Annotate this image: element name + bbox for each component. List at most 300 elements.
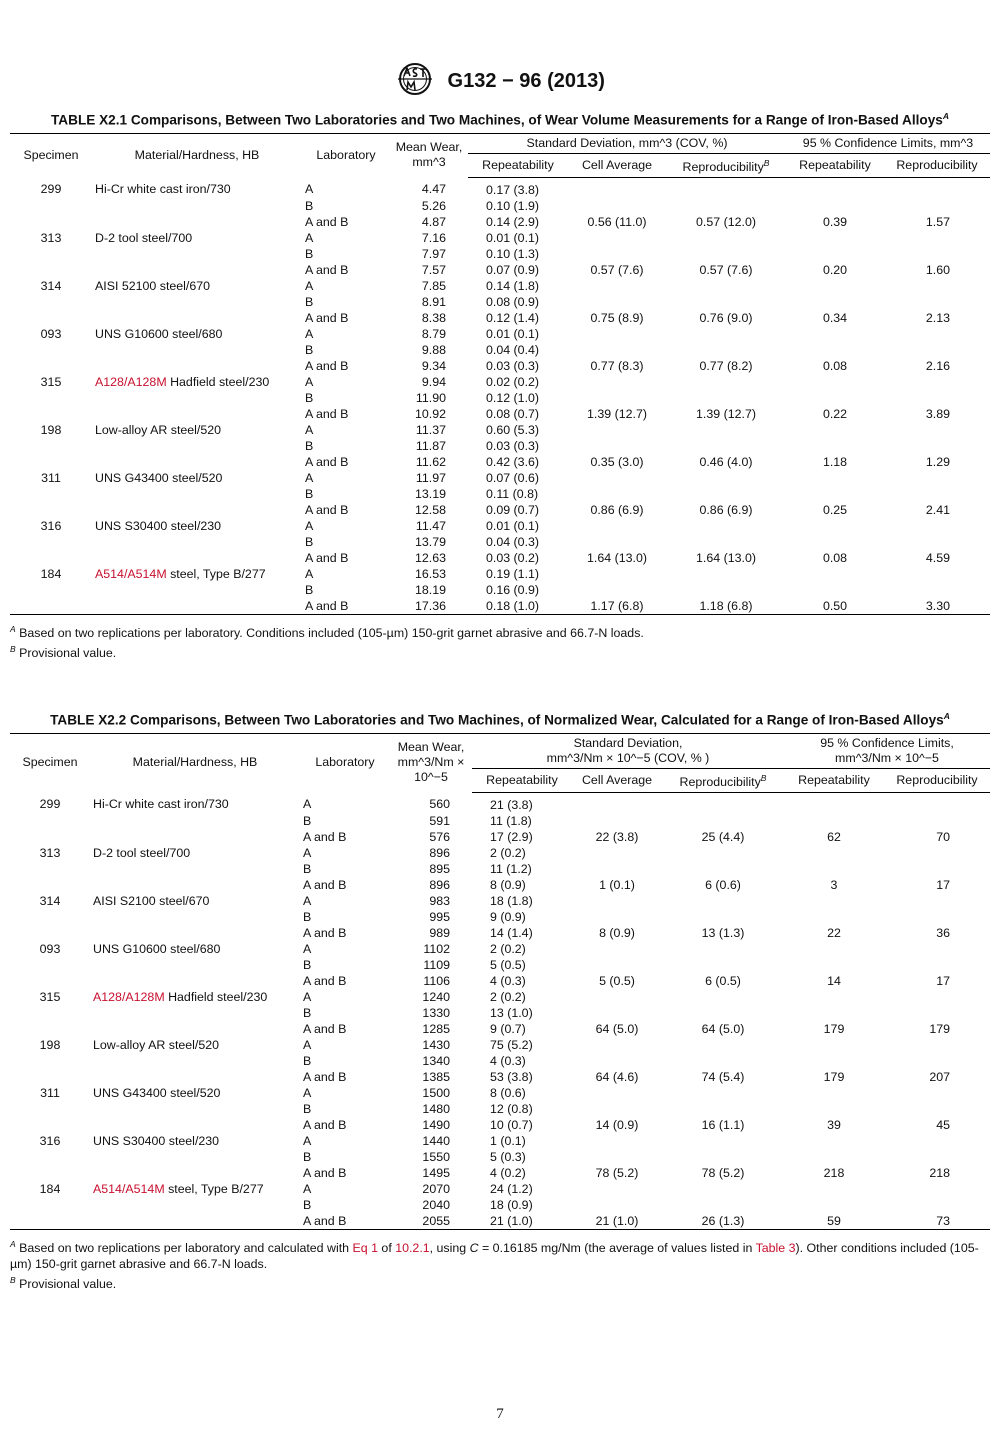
table-row <box>10 1053 990 1069</box>
col-header-cl-reproducibility: Reproducibility <box>884 768 990 792</box>
cl-reproducibility-cell: 17 <box>936 973 950 988</box>
material-suffix: Hadfield steel/230 <box>164 989 268 1004</box>
page-header <box>0 62 1000 101</box>
cell-average-cell <box>572 1101 662 1117</box>
repeatability-cell: 14 (1.4) <box>490 925 533 940</box>
laboratory-cell: B <box>305 582 314 597</box>
repeatability-cell: 0.09 (0.7) <box>486 502 540 517</box>
reproducibility-cell: 64 (5.0) <box>701 1021 745 1036</box>
material-cell: UNS G43400 steel/520 <box>93 1085 221 1100</box>
repeatability-cell: 0.14 (1.8) <box>486 278 540 293</box>
laboratory-cell: A <box>303 845 312 860</box>
specimen-cell <box>10 973 90 989</box>
cl-reproducibility-cell: 1.60 <box>925 262 950 277</box>
laboratory-cell: A and B <box>300 1213 390 1230</box>
cl-reproducibility-cell: 207 <box>929 1069 950 1084</box>
cell-average-cell <box>572 1053 662 1069</box>
mean-wear-cell: 560 <box>429 797 450 812</box>
table-row <box>10 246 990 262</box>
material-cell <box>92 550 302 566</box>
laboratory-cell: A and B <box>303 1069 347 1084</box>
cl-repeatability-cell <box>784 1197 884 1213</box>
cl-reproducibility-cell: 1.57 <box>925 214 950 229</box>
material-cell <box>90 1181 300 1197</box>
mean-wear-cell: 1109 <box>423 957 450 972</box>
specimen-cell: 315 <box>40 374 62 389</box>
cl-reproducibility-cell <box>884 177 990 198</box>
material-cell <box>92 374 302 390</box>
cl-reproducibility-cell <box>884 1005 990 1021</box>
reproducibility-cell <box>662 989 784 1005</box>
cell-average-cell: 0.77 (8.3) <box>590 358 644 373</box>
table-row <box>10 518 990 534</box>
table3-link[interactable]: Table 3 <box>755 1240 796 1255</box>
mean-wear-cell: 7.85 <box>421 278 446 293</box>
material-cell <box>90 1197 300 1213</box>
cl-reproducibility-cell <box>884 1053 990 1069</box>
laboratory-cell: B <box>305 246 314 261</box>
laboratory-cell: B <box>305 534 314 549</box>
mean-wear-cell: 983 <box>429 893 450 908</box>
col-header-specimen: Specimen <box>10 733 90 792</box>
material-cell <box>90 1101 300 1117</box>
mean-wear-cell: 2055 <box>390 1213 472 1230</box>
material-cell <box>92 486 302 502</box>
cl-reproducibility-cell <box>884 957 990 973</box>
mean-wear-cell: 1340 <box>422 1053 450 1068</box>
table-row <box>10 1069 990 1085</box>
cl-repeatability-cell <box>784 957 884 973</box>
repeatability-cell: 0.08 (0.7) <box>486 406 540 421</box>
cl-repeatability-cell <box>786 534 884 550</box>
repeatability-cell: 24 (1.2) <box>490 1181 533 1196</box>
mean-wear-cell: 7.16 <box>421 230 446 245</box>
laboratory-cell: A <box>305 566 314 581</box>
specimen-cell: 311 <box>40 1085 60 1100</box>
reproducibility-cell: 6 (0.5) <box>705 973 741 988</box>
group-header-confidence-limits: 95 % Confidence Limits, mm^3 <box>786 133 990 153</box>
specimen-cell <box>10 534 92 550</box>
cl-repeatability-cell: 0.50 <box>786 598 884 615</box>
cl-repeatability-cell <box>786 390 884 406</box>
mean-wear-cell: 1495 <box>422 1165 450 1180</box>
eq1-link[interactable]: Eq 1 <box>352 1240 378 1255</box>
astm-standard-link[interactable]: A514/A514M <box>93 1181 165 1196</box>
table-x2-2 <box>10 733 990 1230</box>
laboratory-cell: A <box>303 893 312 908</box>
table-x2-1-title: TABLE X2.1 Comparisons, Between Two Laboratories and Two Machines, of Wear Volume Measurements for a Range of Iron-Based Alloys$^A$ <box>51 111 949 128</box>
specimen-cell: 311 <box>41 470 61 485</box>
reproducibility-cell: 26 (1.3) <box>662 1213 784 1230</box>
cell-average-cell <box>572 792 662 813</box>
cl-repeatability-cell: 179 <box>823 1069 845 1084</box>
cl-repeatability-cell <box>786 294 884 310</box>
table-row <box>10 909 990 925</box>
specimen-cell: 299 <box>40 182 62 197</box>
table-row <box>10 957 990 973</box>
laboratory-cell: B <box>303 861 312 876</box>
material-cell <box>90 1117 300 1133</box>
cl-repeatability-cell <box>784 989 884 1005</box>
table-x2-2-notes <box>10 1236 990 1292</box>
specimen-cell <box>10 358 92 374</box>
repeatability-cell: 9 (0.7) <box>490 1021 526 1036</box>
reproducibility-cell <box>666 518 786 534</box>
material-cell: UNS G43400 steel/520 <box>95 470 223 485</box>
col-header-repeatability: Repeatability <box>468 153 568 177</box>
cl-repeatability-cell <box>786 230 884 246</box>
specimen-cell <box>10 1197 90 1213</box>
cl-reproducibility-cell: 4.59 <box>925 550 950 565</box>
table-row <box>10 1181 990 1197</box>
mean-wear-cell: 1106 <box>423 973 450 988</box>
reproducibility-cell <box>666 198 786 214</box>
specimen-cell <box>10 342 92 358</box>
cell-average-cell <box>572 1181 662 1197</box>
table-x2-1 <box>10 133 990 615</box>
table-row <box>10 230 990 246</box>
repeatability-cell: 0.04 (0.3) <box>486 534 540 549</box>
laboratory-cell: A and B <box>303 973 347 988</box>
specimen-cell <box>10 1005 90 1021</box>
cl-reproducibility-cell: 2.16 <box>925 358 950 373</box>
col-header-laboratory: Laboratory <box>302 133 390 177</box>
cell-average-cell: 22 (3.8) <box>595 829 639 844</box>
table-row <box>10 406 990 422</box>
table-row <box>10 390 990 406</box>
cl-reproducibility-cell <box>884 909 990 925</box>
specimen-cell <box>10 925 90 941</box>
cell-average-cell <box>572 845 662 861</box>
table-row <box>10 941 990 957</box>
mean-wear-cell: 9.34 <box>421 358 446 373</box>
cl-repeatability-cell <box>784 893 884 909</box>
reproducibility-cell: 0.76 (9.0) <box>699 310 753 325</box>
cell-average-cell <box>568 326 666 342</box>
laboratory-cell: B <box>305 342 314 357</box>
reproducibility-cell <box>662 792 784 813</box>
specimen-cell <box>10 813 90 829</box>
specimen-cell <box>10 1149 90 1165</box>
specimen-cell <box>10 486 92 502</box>
cl-repeatability-cell <box>784 909 884 925</box>
reproducibility-cell <box>666 470 786 486</box>
material-cell <box>90 1149 300 1165</box>
material-suffix: steel, Type B/277 <box>166 566 266 581</box>
cell-average-cell <box>572 941 662 957</box>
col-header-mean-wear: Mean Wear, mm^3 <box>390 133 468 177</box>
specimen-cell <box>10 829 90 845</box>
laboratory-cell: A and B <box>302 598 390 615</box>
cell-average-cell <box>568 566 666 582</box>
cl-repeatability-cell <box>786 177 884 198</box>
laboratory-cell: B <box>303 1005 312 1020</box>
astm-standard-link[interactable]: A514/A514M <box>95 566 167 581</box>
specimen-cell: 093 <box>39 941 61 956</box>
repeatability-cell: 0.17 (3.8) <box>486 182 540 197</box>
cl-repeatability-cell <box>784 1085 884 1101</box>
material-cell: UNS G10600 steel/680 <box>95 326 223 341</box>
laboratory-cell: A and B <box>303 829 347 844</box>
cell-average-cell: 1.17 (6.8) <box>568 598 666 615</box>
cl-reproducibility-cell <box>884 486 990 502</box>
astm-standard-link[interactable]: A128/A128M <box>93 989 165 1004</box>
material-cell: AISI 52100 steel/670 <box>95 278 211 293</box>
laboratory-cell: B <box>305 486 314 501</box>
mean-wear-cell: 2070 <box>422 1181 450 1196</box>
repeatability-cell: 10 (0.7) <box>490 1117 533 1132</box>
repeatability-cell: 12 (0.8) <box>490 1101 533 1116</box>
cell-average-cell <box>572 909 662 925</box>
cl-reproducibility-cell <box>884 294 990 310</box>
repeatability-cell: 75 (5.2) <box>490 1037 533 1052</box>
table-row <box>10 1197 990 1213</box>
repeatability-cell: 0.01 (0.1) <box>486 230 540 245</box>
cell-average-cell: 8 (0.9) <box>599 925 635 940</box>
material-cell <box>92 566 302 582</box>
col-header-laboratory: Laboratory <box>300 733 390 792</box>
laboratory-cell: A and B <box>303 877 347 892</box>
repeatability-cell: 0.18 (1.0) <box>468 598 568 615</box>
laboratory-cell: A and B <box>305 214 349 229</box>
footnote-a: $^A$ Based on two replications per laboratory and calculated with Eq 1 of 10.2.1, using C = 0.16185 mg/Nm (the average of values listed in Table 3). Other conditions included (105-µm) 150-grit garnet abrasive and 66.7-N loads. <box>10 1238 979 1271</box>
repeatability-cell: 0.03 (0.3) <box>486 438 540 453</box>
cell-average-cell <box>568 582 666 598</box>
table-row <box>10 877 990 893</box>
repeatability-cell: 21 (1.0) <box>472 1213 572 1230</box>
cell-average-cell: 0.57 (7.6) <box>590 262 644 277</box>
laboratory-cell: A <box>305 182 314 197</box>
material-cell <box>90 1005 300 1021</box>
material-cell <box>90 861 300 877</box>
cl-repeatability-cell <box>784 1053 884 1069</box>
material-cell <box>90 813 300 829</box>
laboratory-cell: B <box>303 1101 312 1116</box>
mean-wear-cell: 1440 <box>422 1133 450 1148</box>
laboratory-cell: A <box>303 1037 312 1052</box>
cl-repeatability-cell <box>784 1037 884 1053</box>
material-cell <box>90 1165 300 1181</box>
cell-average-cell: 0.86 (6.9) <box>590 502 644 517</box>
mean-wear-cell: 11.90 <box>415 390 446 405</box>
cl-reproducibility-cell: 1.29 <box>925 454 950 469</box>
mean-wear-cell: 2040 <box>422 1197 450 1212</box>
specimen-cell: 316 <box>40 518 62 533</box>
specimen-cell <box>10 438 92 454</box>
astm-standard-link[interactable]: A128/A128M <box>95 374 167 389</box>
material-suffix: Hadfield steel/230 <box>166 374 270 389</box>
cl-repeatability-cell <box>786 374 884 390</box>
laboratory-cell: A <box>305 374 314 389</box>
material-cell: UNS G10600 steel/680 <box>93 941 221 956</box>
cl-reproducibility-cell <box>884 438 990 454</box>
cl-reproducibility-cell: 2.13 <box>925 310 950 325</box>
reproducibility-cell <box>662 1181 784 1197</box>
col-header-specimen: Specimen <box>10 133 92 177</box>
page-number: 7 <box>496 1406 504 1422</box>
cl-repeatability-cell <box>784 1101 884 1117</box>
material-cell: UNS S30400 steel/230 <box>95 518 222 533</box>
reproducibility-cell: 0.86 (6.9) <box>699 502 753 517</box>
cl-reproducibility-cell: 218 <box>929 1165 950 1180</box>
cl-repeatability-cell: 22 <box>827 925 841 940</box>
section-link[interactable]: 10.2.1 <box>395 1240 430 1255</box>
table-row <box>10 486 990 502</box>
cl-reproducibility-cell <box>884 390 990 406</box>
repeatability-cell: 11 (1.8) <box>490 813 532 828</box>
table-row <box>10 973 990 989</box>
cell-average-cell <box>572 1085 662 1101</box>
cl-reproducibility-cell <box>884 845 990 861</box>
laboratory-cell: A and B <box>303 1117 347 1132</box>
cl-repeatability-cell: 14 <box>827 973 841 988</box>
laboratory-cell: A <box>303 1181 312 1196</box>
cell-average-cell <box>568 486 666 502</box>
laboratory-cell: A and B <box>305 502 349 517</box>
table-row <box>10 454 990 470</box>
table-row <box>10 502 990 518</box>
specimen-cell <box>10 262 92 278</box>
table-row <box>10 893 990 909</box>
specimen-cell <box>10 1021 90 1037</box>
repeatability-cell: 0.10 (1.9) <box>486 198 540 213</box>
reproducibility-cell <box>662 909 784 925</box>
col-header-mean-wear: Mean Wear, mm^3/Nm × 10^−5 <box>390 733 472 792</box>
repeatability-cell: 53 (3.8) <box>490 1069 533 1084</box>
table-row <box>10 861 990 877</box>
reproducibility-cell <box>666 566 786 582</box>
table-row <box>10 198 990 214</box>
cl-repeatability-cell <box>784 861 884 877</box>
group-header-confidence-limits: 95 % Confidence Limits, mm^3/Nm × 10^−5 <box>784 733 990 768</box>
col-header-cl-reproducibility: Reproducibility <box>884 153 990 177</box>
table-row <box>10 310 990 326</box>
specimen-cell <box>10 390 92 406</box>
cl-reproducibility-cell <box>884 1101 990 1117</box>
reproducibility-cell <box>662 1085 784 1101</box>
specimen-cell <box>10 502 92 518</box>
mean-wear-cell: 1550 <box>422 1149 450 1164</box>
cell-average-cell <box>568 518 666 534</box>
table-row <box>10 989 990 1005</box>
cell-average-cell: 5 (0.5) <box>599 973 635 988</box>
cl-repeatability-cell <box>786 342 884 358</box>
table-row <box>10 177 990 198</box>
cell-average-cell <box>568 278 666 294</box>
reproducibility-cell <box>662 1197 784 1213</box>
laboratory-cell: A <box>303 989 312 1004</box>
material-cell: Low-alloy AR steel/520 <box>93 1037 220 1052</box>
specimen-cell <box>10 198 92 214</box>
material-cell <box>92 438 302 454</box>
laboratory-cell: B <box>305 438 314 453</box>
specimen-cell <box>10 246 92 262</box>
cl-reproducibility-cell: 3.89 <box>925 406 950 421</box>
reproducibility-cell: 0.57 (7.6) <box>699 262 753 277</box>
reproducibility-cell <box>662 861 784 877</box>
table-row <box>10 582 990 598</box>
reproducibility-cell <box>662 1053 784 1069</box>
table-row <box>10 1101 990 1117</box>
material-cell: Hi-Cr white cast iron/730 <box>93 797 229 812</box>
laboratory-cell: B <box>303 909 312 924</box>
reproducibility-cell <box>666 246 786 262</box>
table-row <box>10 550 990 566</box>
mean-wear-cell: 9.94 <box>421 374 446 389</box>
reproducibility-cell: 0.77 (8.2) <box>699 358 753 373</box>
material-cell <box>92 534 302 550</box>
material-cell: UNS S30400 steel/230 <box>93 1133 220 1148</box>
mean-wear-cell: 11.62 <box>415 454 446 469</box>
specimen-cell <box>10 294 92 310</box>
laboratory-cell: B <box>303 1149 312 1164</box>
reproducibility-cell <box>666 326 786 342</box>
mean-wear-cell: 9.88 <box>421 342 446 357</box>
cl-repeatability-cell <box>784 845 884 861</box>
cl-reproducibility-cell <box>884 518 990 534</box>
mean-wear-cell: 4.47 <box>421 182 446 197</box>
mean-wear-cell: 11.97 <box>415 470 446 485</box>
cl-reproducibility-cell <box>884 792 990 813</box>
laboratory-cell: B <box>303 813 312 828</box>
laboratory-cell: A and B <box>303 1165 347 1180</box>
specimen-cell <box>10 877 90 893</box>
cl-repeatability-cell <box>786 422 884 438</box>
cl-reproducibility-cell: 45 <box>936 1117 950 1132</box>
mean-wear-cell: 1490 <box>422 1117 450 1132</box>
cell-average-cell <box>572 1149 662 1165</box>
cell-average-cell: 0.75 (8.9) <box>590 310 644 325</box>
specimen-cell <box>10 550 92 566</box>
material-cell <box>90 1053 300 1069</box>
material-cell <box>92 310 302 326</box>
cl-repeatability-cell <box>784 941 884 957</box>
cl-repeatability-cell: 179 <box>823 1021 845 1036</box>
table-x2-2-body <box>10 792 990 1229</box>
cell-average-cell <box>568 294 666 310</box>
table-x2-2-title: TABLE X2.2 Comparisons, Between Two Laboratories and Two Machines, of Normalized Wear, Calculated for a Range of Iron-Based Alloys$^A$ <box>50 711 950 728</box>
mean-wear-cell: 1285 <box>422 1021 450 1036</box>
cell-average-cell: 14 (0.9) <box>595 1117 639 1132</box>
col-header-reproducibility: Reproducibility$^B$ <box>662 768 784 792</box>
reproducibility-cell: 13 (1.3) <box>701 925 745 940</box>
table-row <box>10 278 990 294</box>
specimen-cell <box>10 214 92 230</box>
table-row <box>10 1117 990 1133</box>
cl-reproducibility-cell: 70 <box>936 829 950 844</box>
cl-reproducibility-cell <box>884 422 990 438</box>
material-cell <box>92 358 302 374</box>
cl-repeatability-cell: 39 <box>827 1117 841 1132</box>
cell-average-cell <box>568 470 666 486</box>
material-cell <box>92 502 302 518</box>
mean-wear-cell: 1240 <box>422 989 450 1004</box>
mean-wear-cell: 1385 <box>422 1069 450 1084</box>
mean-wear-cell: 576 <box>429 829 450 844</box>
mean-wear-cell: 11.37 <box>415 422 446 437</box>
laboratory-cell: A <box>305 326 314 341</box>
reproducibility-cell <box>662 813 784 829</box>
reproducibility-cell <box>662 957 784 973</box>
cl-repeatability-cell <box>786 198 884 214</box>
cl-reproducibility-cell <box>884 230 990 246</box>
material-cell: D-2 tool steel/700 <box>93 845 191 860</box>
reproducibility-cell <box>662 1101 784 1117</box>
laboratory-cell: A and B <box>305 550 349 565</box>
cell-average-cell <box>572 1037 662 1053</box>
mean-wear-cell: 18.19 <box>414 582 446 597</box>
repeatability-cell: 5 (0.5) <box>490 957 526 972</box>
